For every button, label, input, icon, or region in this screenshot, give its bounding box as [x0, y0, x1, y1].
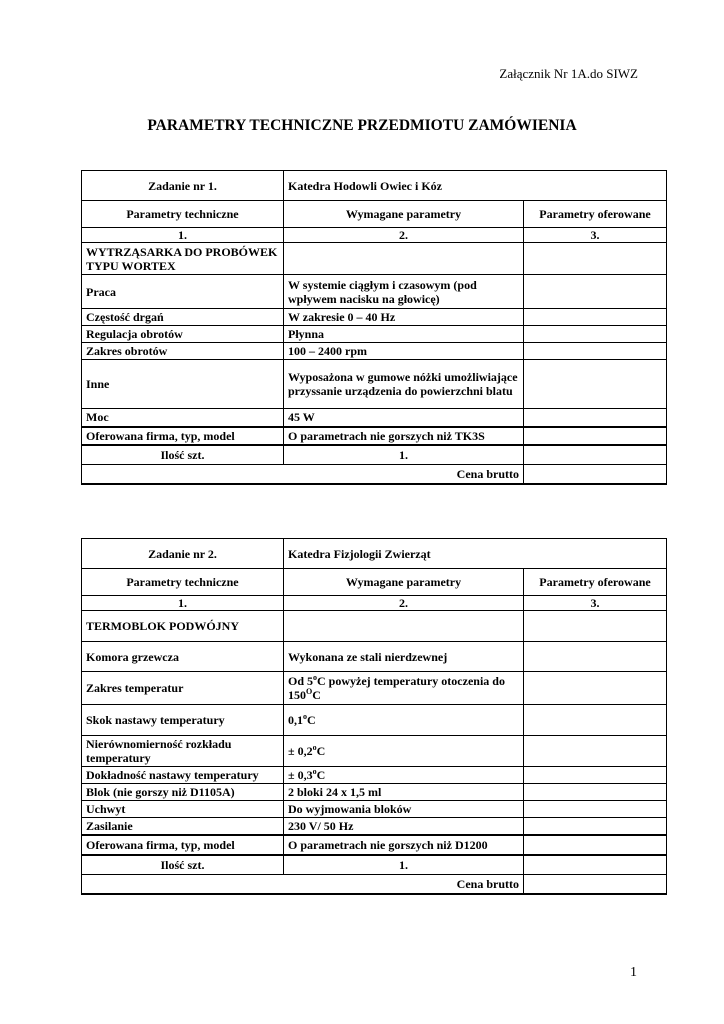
offered-cell[interactable] [524, 784, 667, 801]
offered-cell[interactable] [524, 243, 667, 275]
table-row [82, 835, 667, 855]
text-fragment: ± 0,2 [288, 744, 313, 758]
offered-cell[interactable] [524, 309, 667, 326]
task-2-table [81, 538, 667, 895]
offered-model-cell[interactable] [524, 427, 667, 445]
param-required: 230 V/ 50 Hz [284, 818, 524, 835]
offered-model-label: Oferowana firma, typ, model [82, 835, 284, 855]
offered-cell[interactable] [524, 611, 667, 642]
table-row [82, 326, 667, 343]
column-number: 3. [524, 596, 667, 611]
param-required: 2 bloki 24 x 1,5 ml [284, 784, 524, 801]
offered-cell[interactable] [524, 275, 667, 309]
column-number: 1. [82, 596, 284, 611]
quantity-offered-cell[interactable] [524, 855, 667, 875]
table-row [82, 672, 667, 705]
text-fragment: C powyżej temperatury otoczenia do 150 [288, 674, 505, 702]
column-number: 2. [284, 596, 524, 611]
text-fragment: Od 5 [288, 674, 314, 688]
offered-model-cell[interactable] [524, 835, 667, 855]
table-row [82, 243, 667, 275]
param-required: W zakresie 0 – 40 Hz [284, 309, 524, 326]
column-header: Parametry techniczne [82, 201, 284, 228]
item-name: WYTRZĄSARKA DO PROBÓWEK TYPU WORTEX [82, 243, 284, 275]
quantity-label: Ilość szt. [82, 855, 284, 875]
offered-cell[interactable] [524, 343, 667, 360]
column-number: 1. [82, 228, 284, 243]
quantity-offered-cell[interactable] [524, 445, 667, 465]
column-header: Parametry oferowane [524, 569, 667, 596]
param-name: Zakres obrotów [82, 343, 284, 360]
param-required: Wyposażona w gumowe nóżki umożliwiające przyssanie urządzenia do powierzchni blatu [284, 360, 524, 409]
offered-cell[interactable] [524, 801, 667, 818]
param-required: 100 – 2400 rpm [284, 343, 524, 360]
table-row [82, 642, 667, 672]
column-header: Wymagane parametry [284, 569, 524, 596]
text-fragment: 0,1 [288, 713, 303, 727]
page-title: PARAMETRY TECHNICZNE PRZEDMIOTU ZAMÓWIENIA [147, 117, 577, 134]
param-name: Inne [82, 360, 284, 409]
degree-sign: o [313, 673, 318, 682]
param-name: Nierównomierność rozkładu temperatury [82, 736, 284, 767]
param-required [284, 767, 524, 784]
param-name: Częstość drgań [82, 309, 284, 326]
param-name: Komora grzewcza [82, 642, 284, 672]
item-name: TERMOBLOK PODWÓJNY [82, 611, 284, 642]
page-number: 1 [630, 965, 637, 980]
column-header: Parametry oferowane [524, 201, 667, 228]
table-row [82, 275, 667, 309]
offered-model-required: O parametrach nie gorszych niż D1200 [284, 835, 524, 855]
task-number: Zadanie nr 2. [82, 539, 284, 569]
table-row [82, 171, 667, 201]
table-row [82, 445, 667, 465]
degree-sign: O [306, 687, 313, 696]
column-header-row [82, 569, 667, 596]
table-row [82, 736, 667, 767]
text-fragment: C [312, 688, 321, 702]
table-row [82, 539, 667, 569]
param-name: Dokładność nastawy temperatury [82, 767, 284, 784]
param-name: Uchwyt [82, 801, 284, 818]
table-row [82, 343, 667, 360]
quantity-value: 1. [284, 855, 524, 875]
param-name: Moc [82, 409, 284, 427]
table-row [82, 360, 667, 409]
offered-cell[interactable] [524, 818, 667, 835]
param-name: Praca [82, 275, 284, 309]
annex-label: Załącznik Nr 1A.do SIWZ [499, 66, 638, 81]
text-fragment: ± 0,3 [288, 768, 313, 782]
column-number: 3. [524, 228, 667, 243]
param-name: Regulacja obrotów [82, 326, 284, 343]
required-cell [284, 243, 524, 275]
table-row [82, 409, 667, 427]
gross-price-label: Cena brutto [82, 465, 524, 484]
offered-cell[interactable] [524, 409, 667, 427]
param-required [284, 736, 524, 767]
table-row [82, 465, 667, 484]
table-row [82, 309, 667, 326]
degree-sign: o [312, 767, 317, 776]
offered-model-label: Oferowana firma, typ, model [82, 427, 284, 445]
table-row [82, 818, 667, 835]
param-name: Zakres temperatur [82, 672, 284, 705]
text-fragment: C [316, 744, 326, 758]
department-name: Katedra Hodowli Owiec i Kóz [284, 171, 667, 201]
param-required: Płynna [284, 326, 524, 343]
gross-price-label: Cena brutto [82, 875, 524, 894]
gross-price-cell[interactable] [524, 875, 667, 894]
column-number-row [82, 596, 667, 611]
quantity-label: Ilość szt. [82, 445, 284, 465]
param-required [284, 705, 524, 736]
offered-model-required: O parametrach nie gorszych niż TK3S [284, 427, 524, 445]
param-required: W systemie ciągłym i czasowym (pod wpływem nacisku na głowicę) [284, 275, 524, 309]
offered-cell[interactable] [524, 736, 667, 767]
column-header: Wymagane parametry [284, 201, 524, 228]
param-required: 45 W [284, 409, 524, 427]
table-row [82, 611, 667, 642]
required-cell [284, 611, 524, 642]
param-name: Zasilanie [82, 818, 284, 835]
column-header-row [82, 201, 667, 228]
gross-price-cell[interactable] [524, 465, 667, 484]
text-fragment: C [316, 768, 326, 782]
task-number: Zadanie nr 1. [82, 171, 284, 201]
table-row [82, 705, 667, 736]
table-row [82, 801, 667, 818]
param-required: Do wyjmowania bloków [284, 801, 524, 818]
offered-cell[interactable] [524, 642, 667, 672]
text-fragment: C [307, 713, 316, 727]
department-name: Katedra Fizjologii Zwierząt [284, 539, 667, 569]
table-row [82, 855, 667, 875]
offered-cell[interactable] [524, 705, 667, 736]
column-number: 2. [284, 228, 524, 243]
table-row [82, 427, 667, 445]
param-required [284, 672, 524, 705]
table-row [82, 767, 667, 784]
column-header: Parametry techniczne [82, 569, 284, 596]
table-row [82, 784, 667, 801]
offered-cell[interactable] [524, 326, 667, 343]
degree-sign: o [303, 712, 307, 721]
quantity-value: 1. [284, 445, 524, 465]
param-name: Skok nastawy temperatury [82, 705, 284, 736]
param-name: Blok (nie gorszy niż D1105A) [82, 784, 284, 801]
offered-cell[interactable] [524, 672, 667, 705]
degree-sign: o [312, 743, 317, 752]
param-required: Wykonana ze stali nierdzewnej [284, 642, 524, 672]
offered-cell[interactable] [524, 360, 667, 409]
table-row [82, 875, 667, 894]
column-number-row [82, 228, 667, 243]
task-1-table [81, 170, 667, 485]
offered-cell[interactable] [524, 767, 667, 784]
